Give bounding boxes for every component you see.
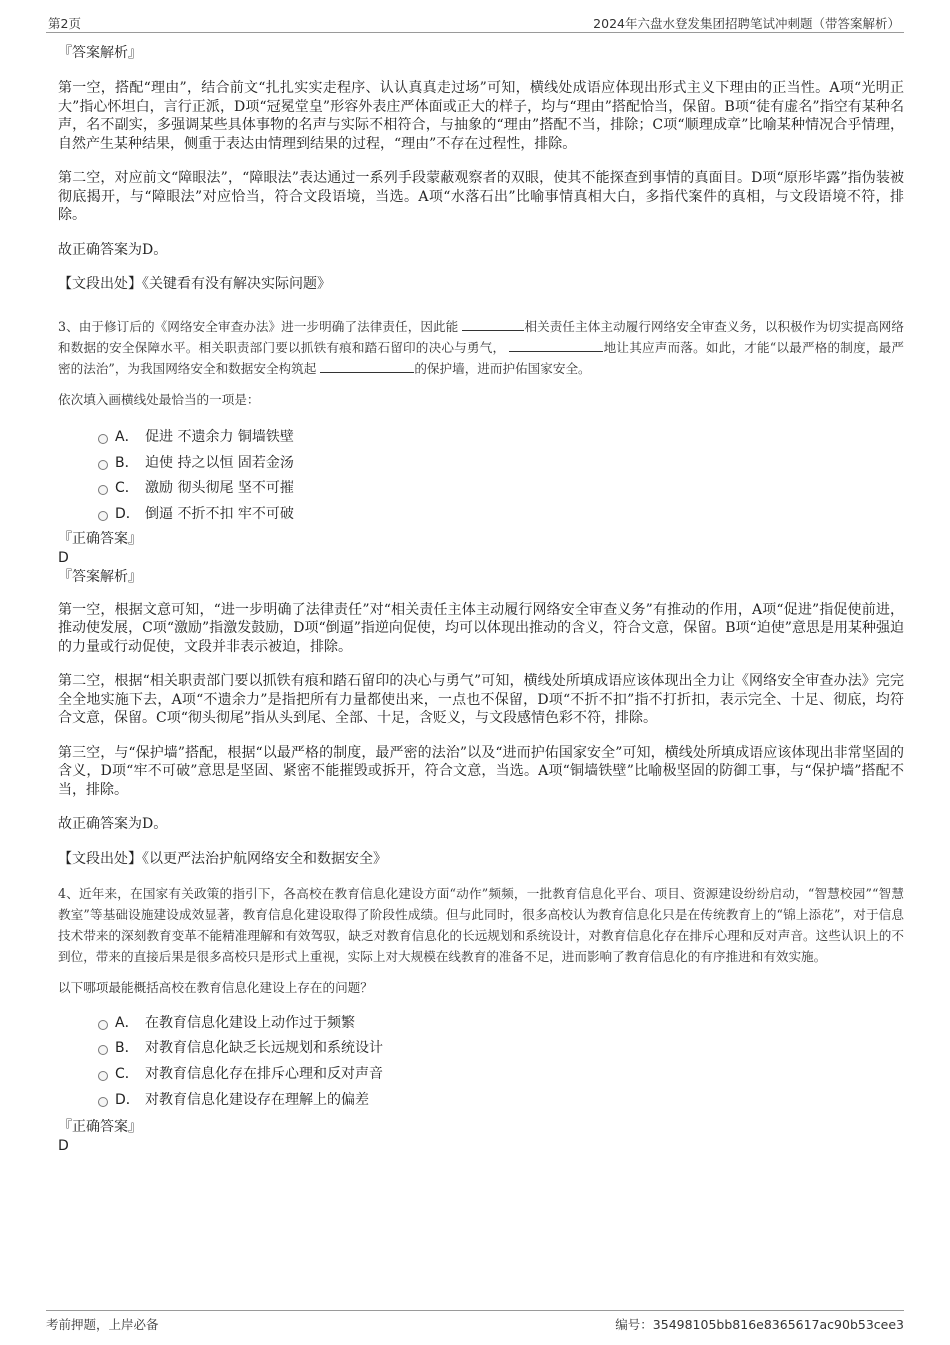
q2-analysis-paragraph-2: 第二空，对应前文“障眼法”，“障眼法”表达通过一系列手段蒙蔽观察者的双眼，使其不能探查到事情的真面目。D项“原形毕露”指伪装被彻底揭开，与“障眼法”对应恰当，符合文段语境，当选。A项“水落石出”比喻事情真相大白，多指代案件的真相，与文段语境不符，排除。	[58, 170, 904, 223]
q3-correct-answer: D	[58, 549, 69, 566]
page-header	[46, 12, 904, 33]
radio-icon[interactable]	[98, 460, 108, 470]
q4-option-c[interactable]: C． 对教育信息化存在排斥心理和反对声音	[58, 1062, 904, 1088]
radio-icon[interactable]	[98, 511, 108, 521]
document-code: 编号：35498105bb816e8365617ac90b53cee3	[615, 1317, 904, 1332]
q4-correct-tag: 『正确答案』	[58, 1118, 142, 1135]
q3-options	[58, 425, 904, 528]
q3-correct-tag: 『正确答案』	[58, 530, 142, 547]
q4-options	[58, 1011, 904, 1114]
q2-conclusion: 故正确答案为D。	[58, 241, 168, 258]
q3-option-a[interactable]: A． 促进 不遗余力 铜墙铁壁	[58, 425, 904, 451]
q4-option-d[interactable]: D． 对教育信息化建设存在理解上的偏差	[58, 1088, 904, 1114]
radio-icon[interactable]	[98, 434, 108, 444]
q4-option-a[interactable]: A． 在教育信息化建设上动作过于频繁	[58, 1011, 904, 1037]
q3-option-c[interactable]: C． 激励 彻头彻尾 坚不可摧	[58, 476, 904, 502]
q4-option-b[interactable]: B． 对教育信息化缺乏长远规划和系统设计	[58, 1036, 904, 1062]
q3-analysis-paragraph-2: 第二空，根据“相关职责部门要以抓铁有痕和踏石留印的决心与勇气”可知，横线处所填成语应该体现出全力让《网络安全审查办法》完完全全地实施下去，A项“不遗余力”是指把所有力量都使出来，一点也不保留，D项“不折不扣”指不打折扣，表示完全、十足、彻底，均符合文意，保留。C项“彻头彻尾”指从头到尾、全部、十足，含贬义，与文段感情色彩不符，排除。	[58, 673, 904, 727]
q4-prompt: 以下哪项最能概括高校在教育信息化建设上存在的问题？	[58, 979, 373, 995]
radio-icon[interactable]	[98, 1020, 108, 1030]
q3-option-b[interactable]: B． 迫使 持之以恒 固若金汤	[58, 451, 904, 477]
q3-blank-1	[462, 318, 524, 331]
q4-stem: 4、近年来，在国家有关政策的指引下，各高校在教育信息化建设方面“动作”频频，一批教育信息化平台、项目、资源建设纷纷启动，“智慧校园”“智慧教室”等基础设施建设成效显著，教育信息化建设取得了阶段性成绩。但与此同时，很多高校认为教育信息化只是在传统教育上的“锦上添花”，对于信息技术带来的深刻教育变革不能精准理解和有效驾驭，缺乏对教育信息化的长远规划和系统设计，对教育信息化存在排斥心理和反对声音。这些认识上的不到位，带来的直接后果是很多高校只是形式上重视，实际上对大规模在线教育的准备不足，进而影响了教育信息化的有序推进和有效实施。	[58, 885, 904, 964]
q3-blank-3	[320, 360, 414, 373]
q2-source: 【文段出处】《关键看有没有解决实际问题》	[58, 276, 331, 292]
radio-icon[interactable]	[98, 1045, 108, 1055]
radio-icon[interactable]	[98, 485, 108, 495]
page-content	[58, 44, 904, 1156]
q3-prompt: 依次填入画横线处最恰当的一项是：	[58, 392, 260, 407]
q3-blank-2	[509, 339, 603, 352]
document-title: 2024年六盘水登发集团招聘笔试冲刺题（带答案解析）	[593, 16, 900, 31]
radio-icon[interactable]	[98, 1071, 108, 1081]
q2-analysis-tag: 『答案解析』	[58, 45, 142, 61]
q3-source: 【文段出处】《以更严法治护航网络安全和数据安全》	[58, 850, 387, 867]
q3-option-d[interactable]: D． 倒逼 不折不扣 牢不可破	[58, 502, 904, 528]
q3-analysis-paragraph-1: 第一空，根据文意可知，“进一步明确了法律责任”对“相关责任主体主动履行网络安全审查义务”有推动的作用，A项“促进”指促使前进，推动使发展，C项“激励”指激发鼓励，D项“倒逼”指逆向促使，均可以体现出推动的含义，符合文意，保留。B项“迫使”意思是用某种强迫的力量或行动促使，文段并非表示被迫，排除。	[58, 601, 904, 655]
q3-analysis-tag: 『答案解析』	[58, 568, 142, 585]
page-number: 第2页	[48, 16, 81, 31]
q2-analysis-paragraph-1: 第一空，搭配“理由”，结合前文“扎扎实实走程序、认认真真走过场”可知，横线处成语应体现出形式主义下理由的正当性。A项“光明正大”指心怀坦白，言行正派，D项“冠冕堂皇”形容外表庄严体面或正大的样子，均与“理由”搭配恰当，保留。B项“徒有虚名”指空有某种名声，名不副实，多强调某些具体事物的名声与实际不相符合，与抽象的“理由”搭配不当，排除；C项“顺理成章”比喻某种情况合乎情理，自然产生某种结果，侧重于表达由情理到结果的过程，“理由”不存在过程性，排除。	[58, 80, 904, 152]
page-footer	[46, 1310, 904, 1335]
radio-icon[interactable]	[98, 1097, 108, 1107]
q3-stem: 3、由于修订后的《网络安全审查办法》进一步明确了法律责任，因此能 相关责任主体主动履行网络安全审查义务，以积极作为切实提高网络和数据的安全保障水平。相关职责部门要以抓铁有痕和踏石留印的决心与勇气， 地让其应声而落。如此，才能“以最严格的制度，最严密的法治”，为我国网络安全和数据安全构筑起 的保护墙，进而护佑国家安全。	[58, 319, 905, 376]
footer-slogan: 考前押题，上岸必备	[46, 1317, 159, 1332]
q3-conclusion: 故正确答案为D。	[58, 816, 168, 833]
q3-analysis-paragraph-3: 第三空，与“保护墙”搭配，根据“以最严格的制度，最严密的法治”以及“进而护佑国家安全”可知，横线处所填成语应该体现出非常坚固的含义，D项“牢不可破”意思是坚固、紧密不能摧毁或拆开，符合文意，当选。A项“铜墙铁壁”比喻极坚固的防御工事，与“保护墙”搭配不当，排除。	[58, 744, 904, 798]
q4-correct-answer: D	[58, 1137, 69, 1154]
